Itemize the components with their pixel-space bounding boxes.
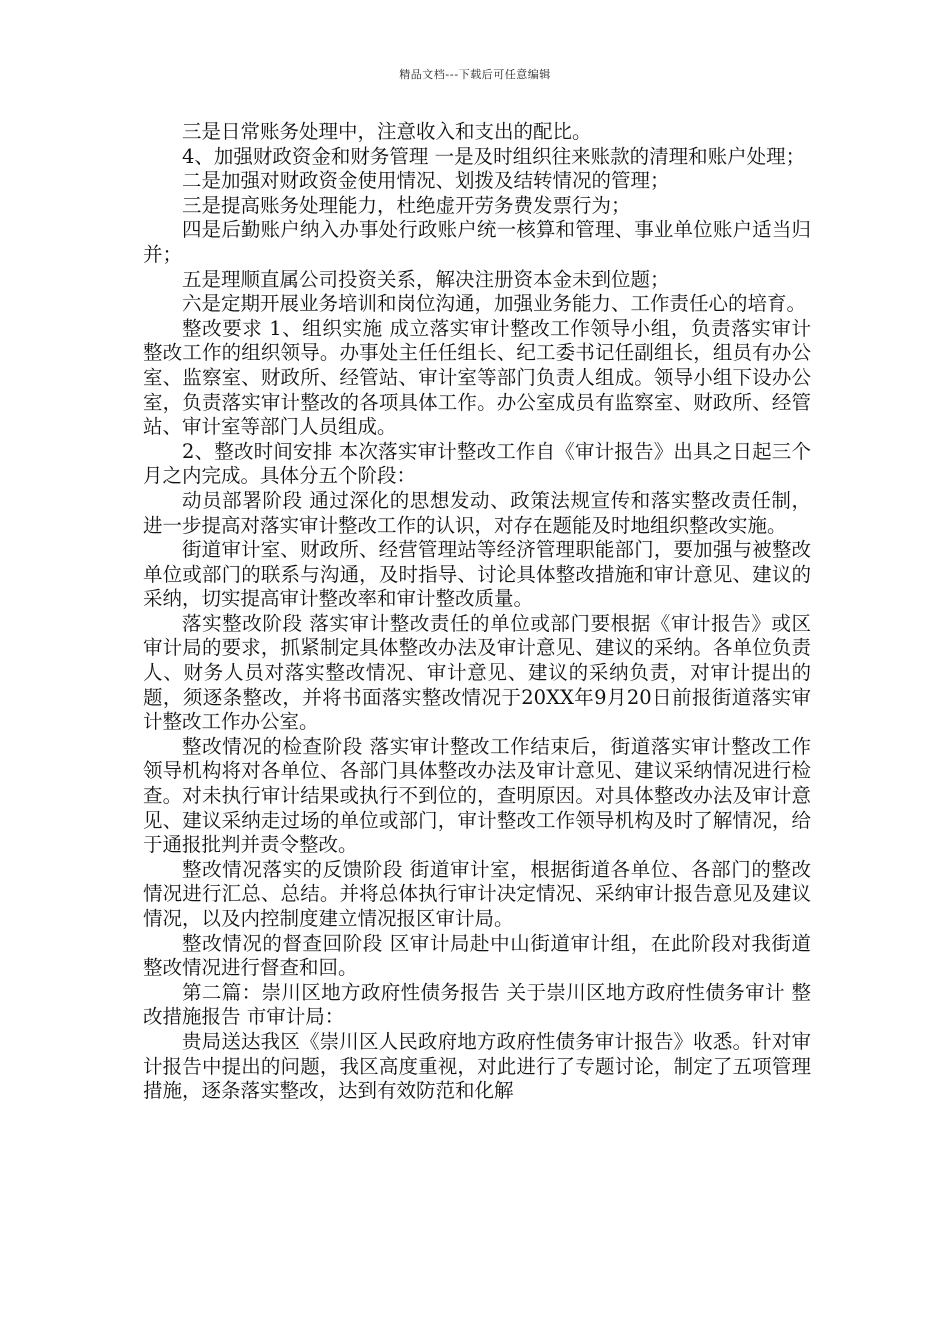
document-body	[143, 120, 811, 1104]
paragraph: 第二篇：崇川区地方政府性债务报告 关于崇川区地方政府性债务审计 整改措施报告 市审计局：	[143, 980, 811, 1029]
paragraph: 动员部署阶段 通过深化的思想发动、政策法规宣传和落实整改责任制，进一步提高对落实审计整改工作的认识，对存在题能及时地组织整改实施。	[143, 488, 811, 537]
paragraph: 整改情况的检查阶段 落实审计整改工作结束后，街道落实审计整改工作领导机构将对各单位、各部门具体整改办法及审计意见、建议采纳情况进行检查。对未执行审计结果或执行不到位的，查明原因。对具体整改办法及审计意见、建议采纳走过场的单位或部门，审计整改工作领导机构及时了解情况，给于通报批判并责令整改。	[143, 734, 811, 857]
paragraph: 整改要求 1、组织实施 成立落实审计整改工作领导小组，负责落实审计整改工作的组织领导。办事处主任任组长、纪工委书记任副组长，组员有办公室、监察室、财政所、经管站、审计室等部门负责人组成。领导小组下设办公室，负责落实审计整改的各项具体工作。办公室成员有监察室、财政所、经管站、审计室等部门人员组成。	[143, 316, 811, 439]
paragraph: 整改情况落实的反馈阶段 街道审计室，根据街道各单位、各部门的整改情况进行汇总、总结。并将总体执行审计决定情况、采纳审计报告意见及建议情况，以及内控制度建立情况报区审计局。	[143, 857, 811, 930]
paragraph: 贵局送达我区《崇川区人民政府地方政府性债务审计报告》收悉。针对审计报告中提出的问题，我区高度重视，对此进行了专题讨论，制定了五项管理措施，逐条落实整改，达到有效防范和化解	[143, 1029, 811, 1103]
paragraph: 五是理顺直属公司投资关系，解决注册资本金未到位题；	[182, 267, 670, 291]
paragraph: 4、加强财政资金和财务管理 一是及时组织往来账款的清理和账户处理；	[182, 144, 806, 168]
paragraph: 整改情况的督查回阶段 区审计局赴中山街道审计组，在此阶段对我街道整改情况进行督查和回。	[143, 931, 811, 980]
paragraph: 四是后勤账户纳入办事处行政账户统一核算和管理、事业单位账户适当归并；	[143, 218, 811, 266]
paragraph: 2、整改时间安排 本次落实审计整改工作自《审计报告》出具之日起三个月之内完成。具体分五个阶段：	[143, 439, 811, 488]
paragraph: 六是定期开展业务培训和岗位沟通，加强业务能力、工作责任心的培育。	[182, 292, 807, 316]
paragraph: 街道审计室、财政所、经营管理站等经济管理职能部门，要加强与被整改单位或部门的联系与沟通，及时指导、讨论具体整改措施和审计意见、建议的采纳，切实提高审计整改率和审计整改质量。	[143, 538, 811, 611]
paragraph: 三是提高账务处理能力，杜绝虚开劳务费发票行为；	[182, 193, 631, 217]
paragraph: 落实整改阶段 落实审计整改责任的单位或部门要根据《审计报告》或区审计局的要求，抓紧制定具体整改办法及审计意见、建议的采纳。各单位负责人、财务人员对落实整改情况、审计意见、建议的采纳负责，对审计提出的题，须逐条整改，并将书面落实整改情况于20XX年9月20日前报街道落实审计整改工作办公室。	[143, 611, 811, 734]
paragraph: 二是加强对财政资金使用情况、划拨及结转情况的管理；	[182, 169, 670, 193]
paragraph: 三是日常账务处理中，注意收入和支出的配比。	[182, 120, 592, 143]
page-header: 精品文档---下载后可任意编辑	[399, 68, 551, 81]
